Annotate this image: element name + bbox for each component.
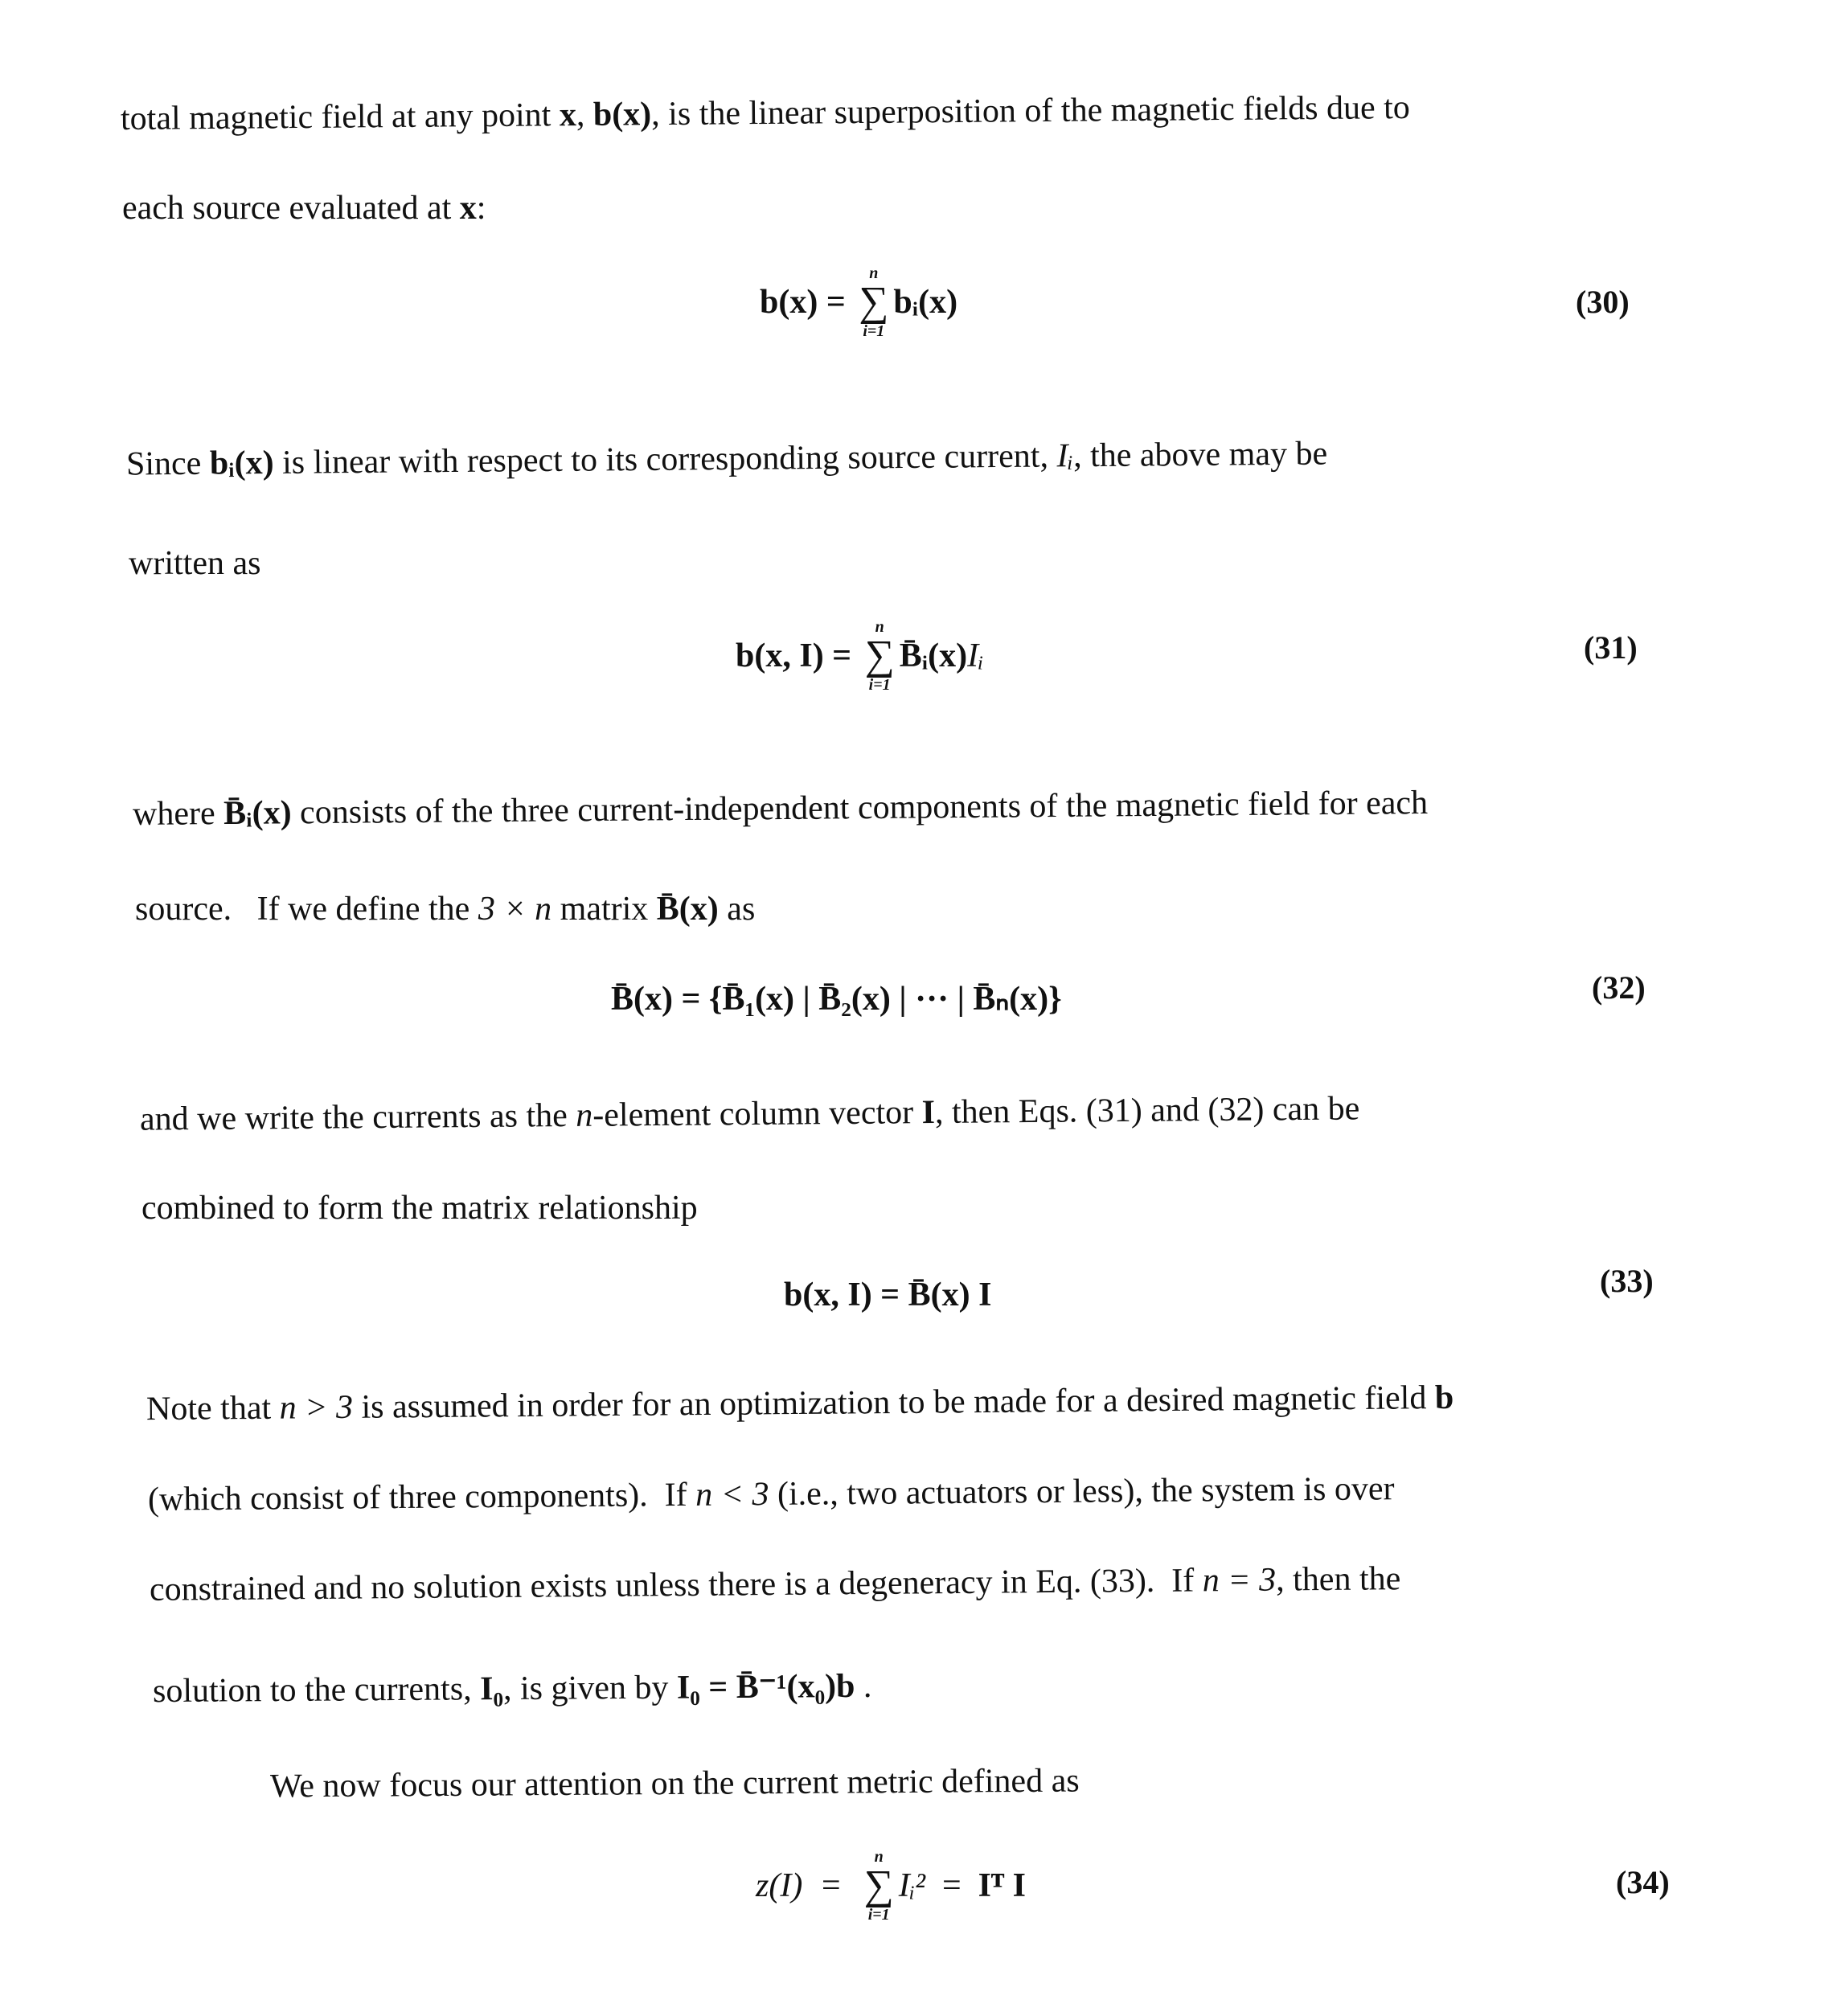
summation: [859, 265, 888, 339]
math: bᵢ(x): [210, 445, 274, 482]
equation-number: (32): [1592, 969, 1646, 1006]
text: Since: [126, 445, 210, 483]
math: Iᵢ: [1056, 437, 1073, 474]
math: z(I) =: [756, 1869, 859, 1903]
text-line: [270, 1764, 1080, 1803]
math: B̄(x): [657, 891, 719, 928]
sum-lower: i=1: [863, 323, 884, 339]
summation: [865, 619, 895, 693]
sum-upper: n: [875, 619, 884, 635]
math: B̄ᵢ(x): [900, 639, 967, 673]
text: as: [719, 891, 756, 928]
text-line: [122, 191, 486, 225]
sum-upper: n: [875, 1849, 884, 1865]
text: each source evaluated at: [122, 190, 460, 227]
math: b(x, I) = B̄(x) I: [784, 1278, 991, 1312]
sum-upper: n: [869, 265, 878, 281]
math: I₀: [480, 1670, 503, 1707]
text: Note that: [146, 1390, 280, 1428]
text: combined to form the matrix relationship: [141, 1190, 698, 1227]
math: B̄(x) = {B̄₁(x) | B̄₂(x) | ··· | B̄ₙ(x)}: [611, 982, 1062, 1016]
text: .: [855, 1668, 871, 1705]
equation-number: (30): [1576, 283, 1630, 321]
text-line: [140, 1092, 1360, 1136]
math: bᵢ(x): [893, 285, 957, 319]
text-line: [148, 1472, 1395, 1517]
text-line: [150, 1562, 1401, 1607]
math: n = 3: [1203, 1562, 1277, 1600]
math: I: [921, 1094, 935, 1131]
text: -element column vector: [592, 1094, 922, 1134]
equation-32: [611, 982, 1062, 1016]
text: where: [133, 795, 224, 833]
text: , then Eqs. (31) and (32) can be: [935, 1090, 1360, 1131]
math: Iᵀ I: [978, 1869, 1026, 1903]
equation-34: [756, 1849, 1026, 1923]
math: I₀ = B̄⁻¹(x₀)b: [677, 1668, 855, 1707]
sigma-symbol: ∑: [865, 635, 895, 677]
text-line: [121, 91, 1410, 136]
math: n: [576, 1097, 592, 1134]
text: , is the linear superposition of the magnetic fields due to: [651, 89, 1410, 133]
text: , then the: [1276, 1560, 1401, 1598]
text: :: [477, 190, 486, 227]
text: constrained and no solution exists unless there is a degeneracy in Eq. (33). If: [150, 1562, 1203, 1608]
text-line: [135, 892, 755, 926]
text: ,: [576, 96, 593, 133]
summation: [864, 1849, 894, 1923]
equation-number: (33): [1600, 1262, 1654, 1300]
text: matrix: [551, 891, 657, 928]
text-line: [133, 786, 1428, 831]
text: is linear with respect to its corresponding source current,: [273, 437, 1056, 481]
text-line: [126, 436, 1327, 481]
math: Iᵢ: [967, 639, 984, 673]
text: We now focus our attention on the current metric defined as: [270, 1762, 1080, 1805]
math: n > 3: [279, 1389, 353, 1427]
math: =: [925, 1869, 978, 1903]
text: and we write the currents as the: [140, 1097, 576, 1138]
text: (which consist of three components). If: [148, 1477, 696, 1518]
equation-number: (31): [1584, 629, 1638, 666]
text: solution to the currents,: [153, 1670, 480, 1710]
equation-33: [784, 1278, 991, 1312]
text: , the above may be: [1073, 435, 1327, 474]
math: Iᵢ²: [899, 1869, 925, 1903]
math: 3 × n: [478, 891, 551, 928]
text-line: [153, 1670, 872, 1708]
text: , is given by: [503, 1670, 677, 1708]
text-line: [141, 1191, 698, 1225]
math: n < 3: [695, 1476, 769, 1514]
sum-lower: i=1: [868, 1907, 890, 1923]
text: (i.e., two actuators or less), the system is over: [769, 1470, 1394, 1513]
math: b(x) =: [760, 285, 854, 319]
text: source. If we define the: [135, 891, 478, 928]
math: b(x): [593, 96, 652, 133]
sum-lower: i=1: [869, 677, 891, 693]
text: written as: [129, 545, 260, 582]
equation-31: [736, 619, 984, 693]
math: x: [460, 190, 477, 227]
text-line: [146, 1381, 1454, 1426]
text: consists of the three current-independent components of the magnetic field for each: [291, 785, 1428, 831]
text: total magnetic field at any point: [121, 96, 560, 137]
math: b(x, I) =: [736, 639, 860, 673]
equation-30: [760, 265, 957, 339]
math: x: [560, 96, 576, 133]
sigma-symbol: ∑: [864, 1865, 894, 1907]
sigma-symbol: ∑: [859, 281, 888, 323]
equation-number: (34): [1616, 1863, 1670, 1901]
math: b: [1435, 1379, 1454, 1416]
text-line: [129, 547, 260, 580]
text: is assumed in order for an optimization to be made for a desired magnetic field: [353, 1379, 1435, 1426]
math: B̄ᵢ(x): [223, 794, 292, 832]
